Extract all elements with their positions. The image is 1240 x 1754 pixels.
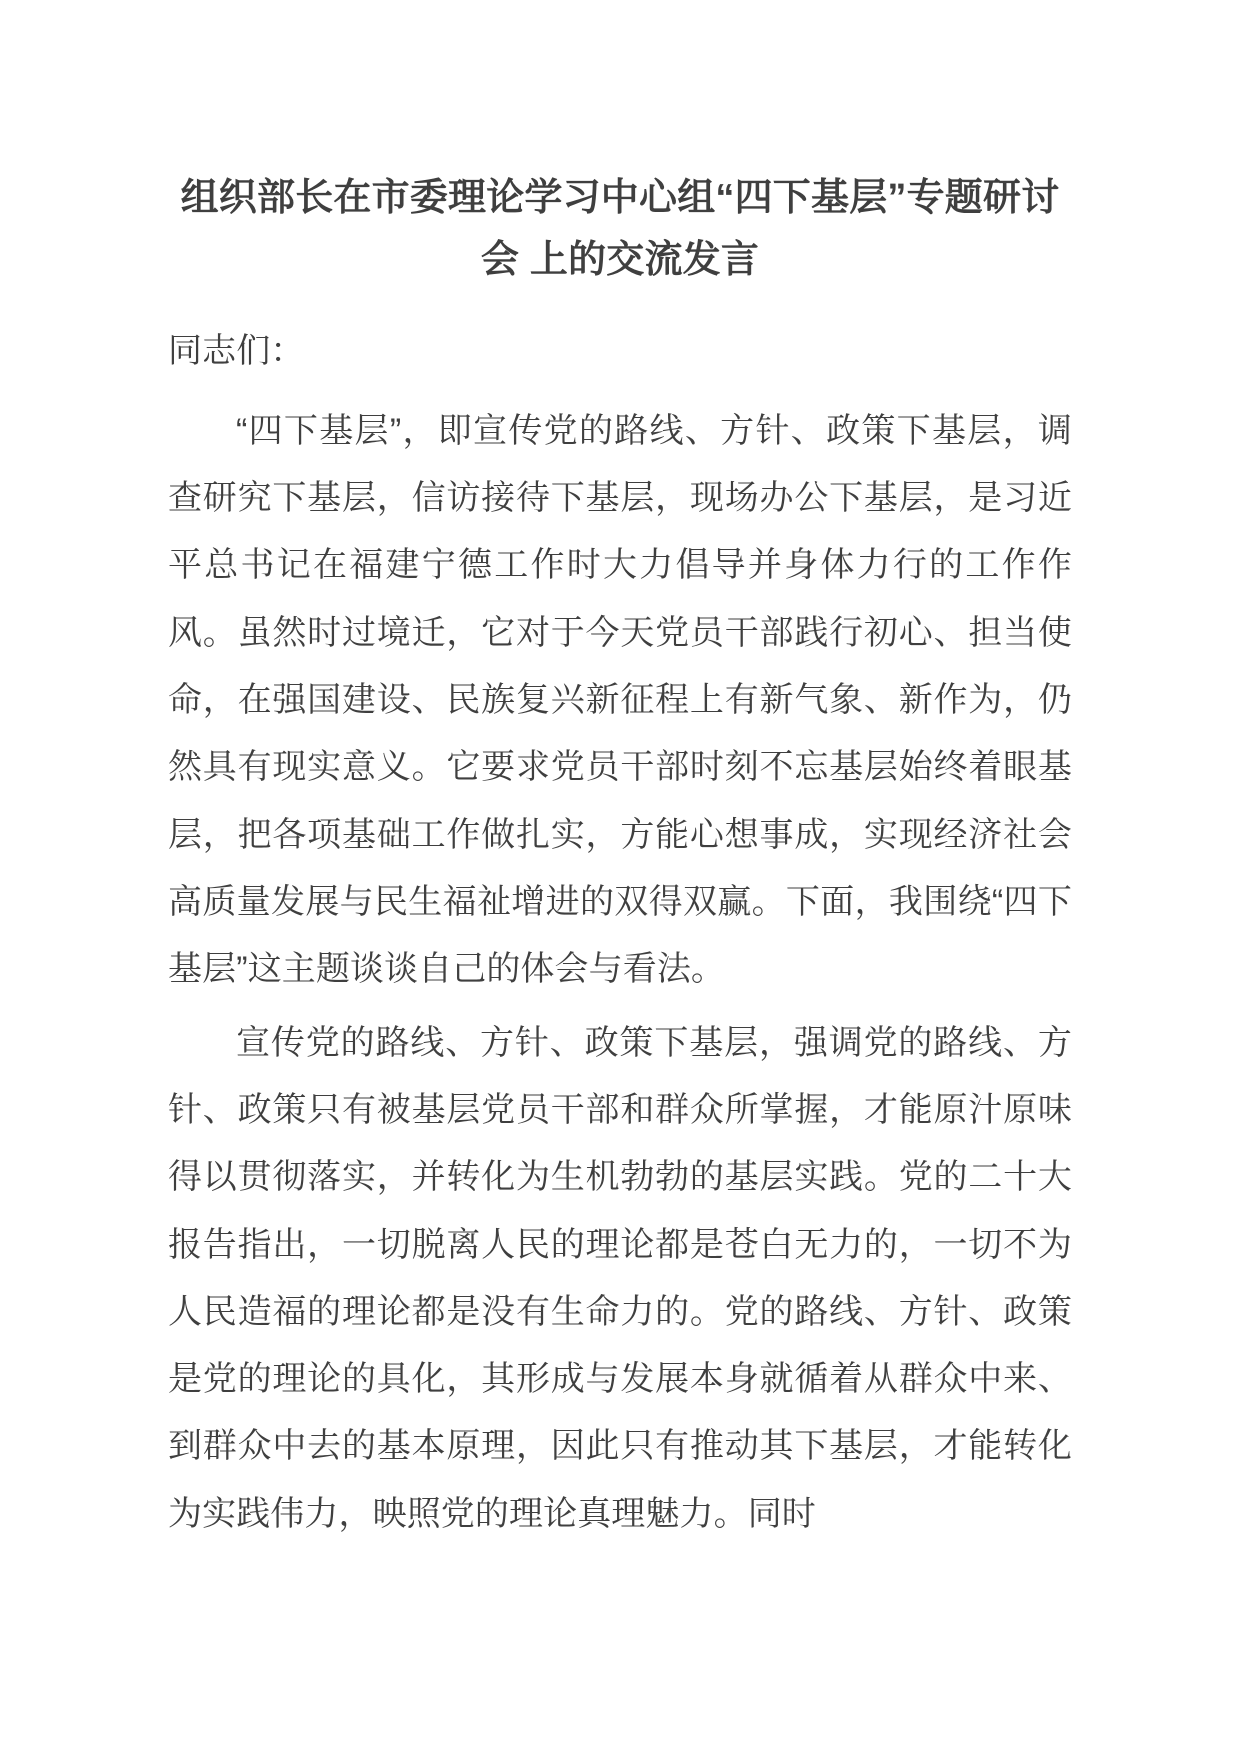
body-paragraph-1: “四下基层”，即宣传党的路线、方针、政策下基层，调查研究下基层，信访接待下基层，现场办公下基层，是习近平总书记在福建宁德工作时大力倡导并身体力行的工作作风。虽然时过境迁，它对于今天党员干部践行初心、担当使命，在强国建设、民族复兴新征程上有新气象、新作为，仍然具有现实意义。它要求党员干部时刻不忘基层始终着眼基层，把各项基础工作做扎实，方能心想事成，实现经济社会高质量发展与民生福祉增进的双得双赢。下面，我围绕“四下基层”这主题谈谈自己的体会与看法。 [168,411,1072,989]
salutation: 同志们： [168,332,305,371]
page-title-line-1: 组织部长在市委理论学习中心组“四下基层”专题研讨会 [180,177,1060,281]
document-content [168,0,1072,1548]
page-title [168,168,1072,291]
body-paragraph-2: 宣传党的路线、方针、政策下基层，强调党的路线、方针、政策只有被基层党员干部和群众所掌握，才能原汁原味得以贯彻落实，并转化为生机勃勃的基层实践。党的二十大报告指出，一切脱离人民的理论都是苍白无力的，一切不为人民造福的理论都是没有生命力的。党的路线、方针、政策是党的理论的具化，其形成与发展本身就循着从群众中来、到群众中去的基本原理，因此只有推动其下基层，才能转化为实践伟力，映照党的理论真理魅力。同时 [168,1023,1072,1533]
page-title-line-2: 上的交流发言 [529,238,760,281]
